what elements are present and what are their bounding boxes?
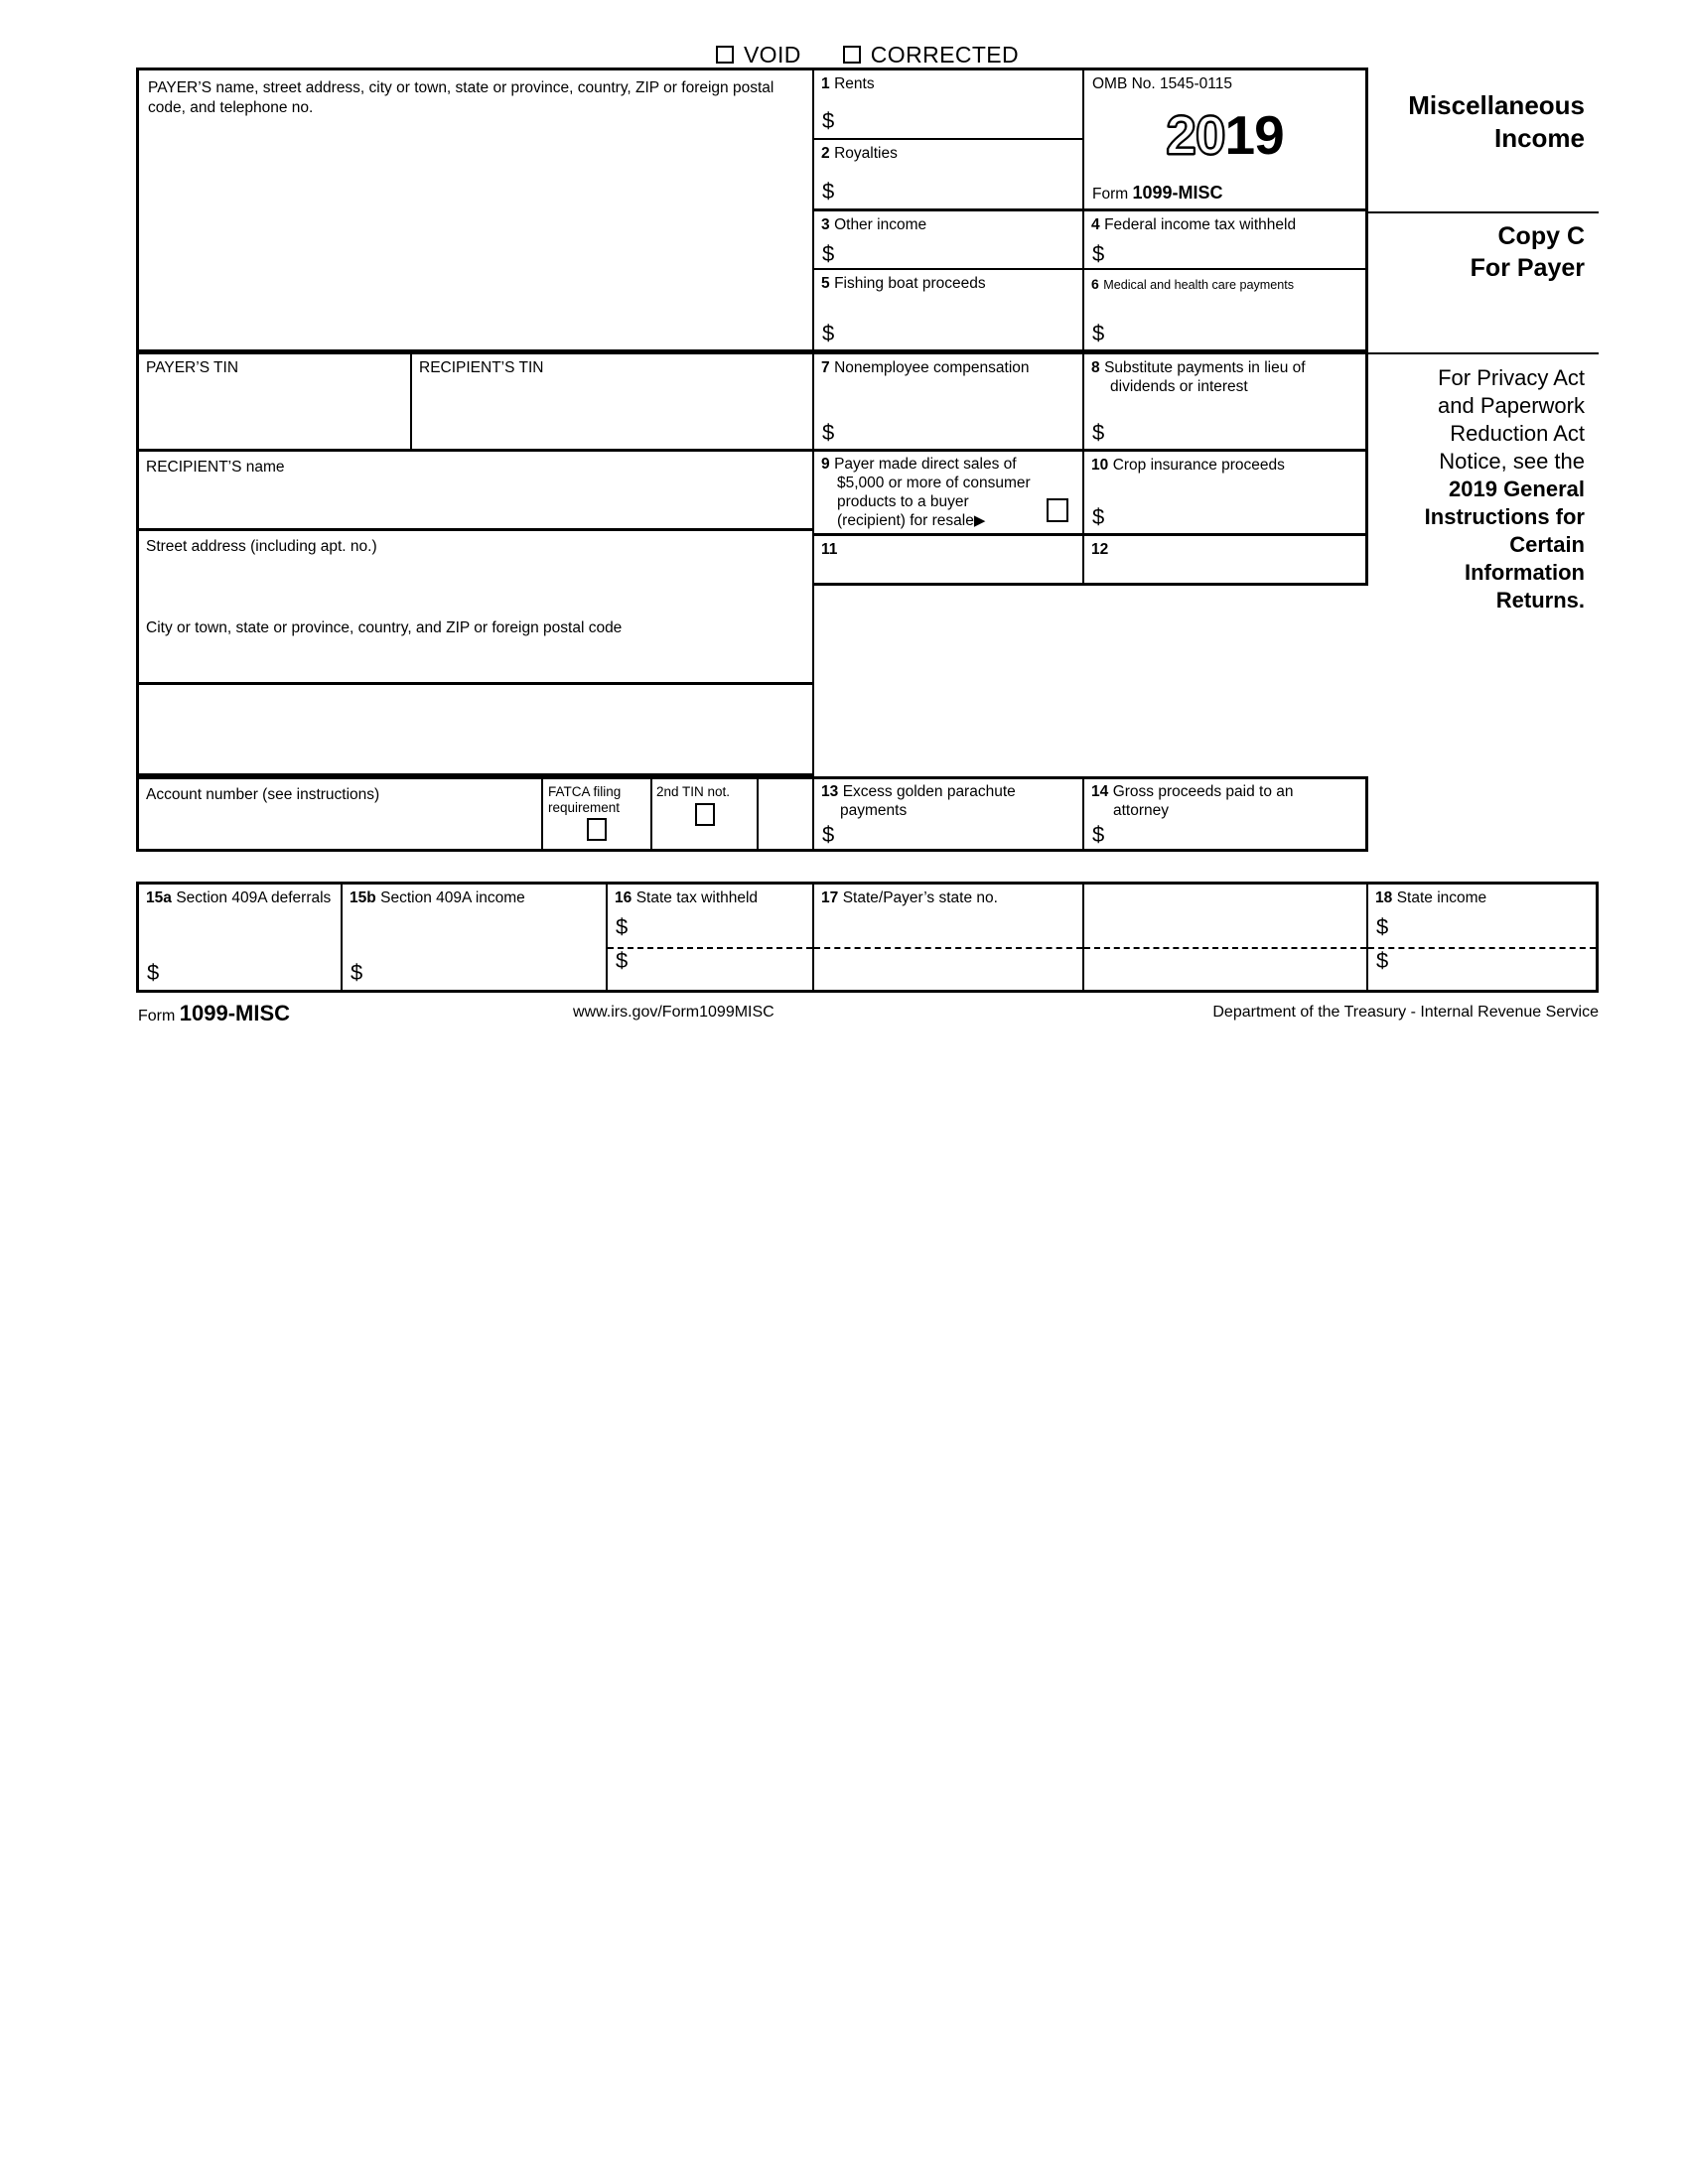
privacy-bold-line-5: Returns. <box>1495 587 1585 613</box>
row-spacer-cell <box>759 776 814 852</box>
box-18-label: State income <box>1396 889 1487 906</box>
privacy-line-4: Notice, see the <box>1439 448 1585 474</box>
account-number-box[interactable] <box>136 776 543 852</box>
form-identifier <box>1092 183 1223 204</box>
box-18-dollar-sign-1: $ <box>1376 914 1389 939</box>
box-12-number: 12 <box>1091 541 1109 558</box>
copy-line-2: For Payer <box>1470 254 1585 282</box>
box-18-state-income[interactable] <box>1368 882 1599 993</box>
box-17-label: State/Payer’s state no. <box>842 889 998 906</box>
footer-form-id <box>138 1001 290 1026</box>
omb-number: OMB No. 1545-0115 <box>1092 75 1233 92</box>
corrected-flag[interactable] <box>843 41 1020 68</box>
privacy-bold-line-1: 2019 General <box>1449 476 1585 501</box>
form-number: 1099-MISC <box>1132 183 1223 203</box>
privacy-line-2: and Paperwork <box>1438 392 1585 418</box>
fatca-label-line2: requirement <box>548 800 621 816</box>
privacy-bold-line-4: Information <box>1465 559 1585 585</box>
void-flag[interactable] <box>716 41 801 68</box>
payer-address-box[interactable] <box>136 68 814 352</box>
box-5-label: Fishing boat proceeds <box>834 275 986 292</box>
box-15b-409a-income[interactable] <box>343 882 608 993</box>
box-11[interactable] <box>814 536 1084 586</box>
box-9-label-line2: $5,000 or more of consumer <box>837 474 1031 491</box>
box-14-label-line2: attorney <box>1113 801 1170 819</box>
box-1-dollar-sign: $ <box>822 108 835 133</box>
form-title-line2: Income <box>1493 123 1585 154</box>
box-8-label-line2: dividends or interest <box>1110 377 1248 395</box>
recipient-city-label: City or town, state or province, country, and ZIP or foreign postal code <box>146 619 623 636</box>
box-9-label-line4: (recipient) for resale <box>837 511 974 529</box>
payer-tin-box[interactable] <box>136 352 412 452</box>
fatca-label-line1: FATCA filing <box>548 784 622 799</box>
box-14-label-line1: Gross proceeds paid to an <box>1112 783 1294 800</box>
box-15b-label: Section 409A income <box>380 889 525 906</box>
form-body <box>136 68 1599 993</box>
recipient-street-label: Street address (including apt. no.) <box>146 538 377 555</box>
box-3-number: 3 <box>821 216 830 233</box>
payer-address-label: PAYER’S name, street address, city or town, state or province, country, ZIP or foreign postal code, and telephone no. <box>148 79 774 117</box>
privacy-bold-line-3: Certain <box>1509 531 1585 557</box>
box-18-divider <box>1368 947 1596 949</box>
box-9-direct-sales[interactable] <box>814 452 1084 536</box>
recipient-tin-label: RECIPIENT’S TIN <box>419 359 544 376</box>
box-18-number: 18 <box>1375 889 1393 906</box>
corrected-label: CORRECTED <box>870 41 1020 68</box>
form-title-line1: Miscellaneous <box>1408 90 1585 120</box>
box-1-number: 1 <box>821 75 830 92</box>
box-13-number: 13 <box>821 783 839 800</box>
box-4-federal-tax-withheld[interactable] <box>1084 211 1368 270</box>
box-9-label-line3: products to a buyer <box>837 492 969 510</box>
box-4-number: 4 <box>1091 216 1100 233</box>
copy-designation-block <box>1368 211 1599 352</box>
void-label: VOID <box>743 41 801 68</box>
box-16-state-tax-withheld[interactable] <box>608 882 814 993</box>
box-13-dollar-sign: $ <box>822 822 835 847</box>
box-3-label: Other income <box>834 216 927 233</box>
box-15a-number: 15a <box>146 889 172 906</box>
second-tin-checkbox[interactable] <box>695 803 715 826</box>
box-5-number: 5 <box>821 275 830 292</box>
fatca-checkbox[interactable] <box>587 818 607 841</box>
box-17-extension-divider <box>1084 947 1366 949</box>
year-prefix: 20 <box>1166 104 1225 166</box>
recipient-name-label: RECIPIENT’S name <box>146 459 285 476</box>
box-2-label: Royalties <box>834 145 898 162</box>
copy-line-1: Copy C <box>1497 222 1585 250</box>
footer-url[interactable]: www.irs.gov/Form1099MISC <box>573 1004 774 1021</box>
box-11-number: 11 <box>821 541 838 558</box>
year-suffix: 19 <box>1224 104 1284 166</box>
box-6-label: Medical and health care payments <box>1103 278 1295 292</box>
box-9-checkbox[interactable] <box>1047 498 1068 522</box>
box-14-dollar-sign: $ <box>1092 822 1105 847</box>
void-checkbox[interactable] <box>716 46 734 64</box>
privacy-notice-block <box>1368 352 1599 776</box>
box-15a-label: Section 409A deferrals <box>176 889 332 906</box>
arrow-right-icon: ▶ <box>973 511 986 529</box>
second-tin-box[interactable] <box>652 776 759 852</box>
box-10-crop-insurance[interactable] <box>1084 452 1368 536</box>
box-14-attorney-proceeds[interactable] <box>1084 776 1368 852</box>
privacy-column-filler <box>1368 776 1599 852</box>
box-2-dollar-sign: $ <box>822 179 835 204</box>
box-4-label: Federal income tax withheld <box>1104 216 1297 233</box>
recipient-block-filler <box>136 685 814 776</box>
box-2-royalties[interactable] <box>814 140 1084 211</box>
box-1-rents[interactable] <box>814 68 1084 140</box>
tax-year <box>1084 104 1365 166</box>
fatca-filing-box[interactable] <box>543 776 652 852</box>
box-16-label: State tax withheld <box>635 889 759 906</box>
box-2-number: 2 <box>821 145 830 162</box>
form-label: Form <box>1092 186 1129 203</box>
recipient-tin-box[interactable] <box>412 352 814 452</box>
box-5-dollar-sign: $ <box>822 321 835 345</box>
box-8-dollar-sign: $ <box>1092 420 1105 445</box>
box-16-divider <box>608 947 812 949</box>
form-footer <box>136 997 1599 1032</box>
box-12[interactable] <box>1084 536 1368 586</box>
box-7-dollar-sign: $ <box>822 420 835 445</box>
account-number-label: Account number (see instructions) <box>146 786 380 803</box>
box-4-dollar-sign: $ <box>1092 241 1105 266</box>
footer-agency: Department of the Treasury - Internal Revenue Service <box>1212 1004 1599 1021</box>
box-16-dollar-sign-1: $ <box>616 914 629 939</box>
form-title-block <box>1368 68 1599 211</box>
recipient-street-box[interactable] <box>136 531 814 613</box>
box-8-substitute-payments[interactable] <box>1084 352 1368 452</box>
box-3-other-income[interactable] <box>814 211 1084 270</box>
box-6-dollar-sign: $ <box>1092 321 1105 345</box>
footer-form-number: 1099-MISC <box>179 1001 291 1025</box>
corrected-checkbox[interactable] <box>843 46 861 64</box>
box-15a-409a-deferrals[interactable] <box>136 882 343 993</box>
recipient-city-box[interactable] <box>136 613 814 685</box>
recipient-name-box[interactable] <box>136 452 814 531</box>
privacy-bold-line-2: Instructions for <box>1424 503 1585 529</box>
box-16-number: 16 <box>615 889 633 906</box>
box-9-number: 9 <box>821 456 830 473</box>
box-17-number: 17 <box>821 889 839 906</box>
box-17-state-payer-no[interactable] <box>814 882 1084 993</box>
payer-tin-label: PAYER’S TIN <box>146 359 239 376</box>
box-13-label-line1: Excess golden parachute <box>842 783 1016 800</box>
box-7-label: Nonemployee compensation <box>834 359 1030 376</box>
box-1-label: Rents <box>834 75 875 92</box>
box-15b-number: 15b <box>350 889 376 906</box>
box-14-number: 14 <box>1091 783 1109 800</box>
privacy-line-1: For Privacy Act <box>1438 365 1585 390</box>
box-5-fishing-boat-proceeds[interactable] <box>814 270 1084 352</box>
box-15b-dollar-sign: $ <box>351 960 363 985</box>
box-8-label-line1: Substitute payments in lieu of <box>1104 359 1306 376</box>
box-13-golden-parachute[interactable] <box>814 776 1084 852</box>
box-10-dollar-sign: $ <box>1092 504 1105 529</box>
box-15a-dollar-sign: $ <box>147 960 160 985</box>
box-6-number: 6 <box>1091 276 1099 292</box>
box-18-dollar-sign-2: $ <box>1376 948 1389 973</box>
box-9-label-line1: Payer made direct sales of <box>834 456 1017 473</box>
box-10-number: 10 <box>1091 457 1109 474</box>
footer-form-label: Form <box>138 1008 176 1024</box>
box-7-nonemployee-compensation[interactable] <box>814 352 1084 452</box>
box-7-number: 7 <box>821 359 830 376</box>
omb-year-box <box>1084 68 1368 211</box>
box-17-divider <box>814 947 1082 949</box>
second-tin-label: 2nd TIN not. <box>656 784 731 799</box>
box-10-label: Crop insurance proceeds <box>1112 457 1285 474</box>
box-3-dollar-sign: $ <box>822 241 835 266</box>
privacy-line-3: Reduction Act <box>1450 420 1585 446</box>
box-16-dollar-sign-2: $ <box>616 948 629 973</box>
box-8-number: 8 <box>1091 359 1100 376</box>
void-corrected-row <box>136 40 1599 69</box>
box-17-extension[interactable] <box>1084 882 1368 993</box>
box-6-medical-health-payments[interactable] <box>1084 270 1368 352</box>
box-13-label-line2: payments <box>840 801 908 819</box>
